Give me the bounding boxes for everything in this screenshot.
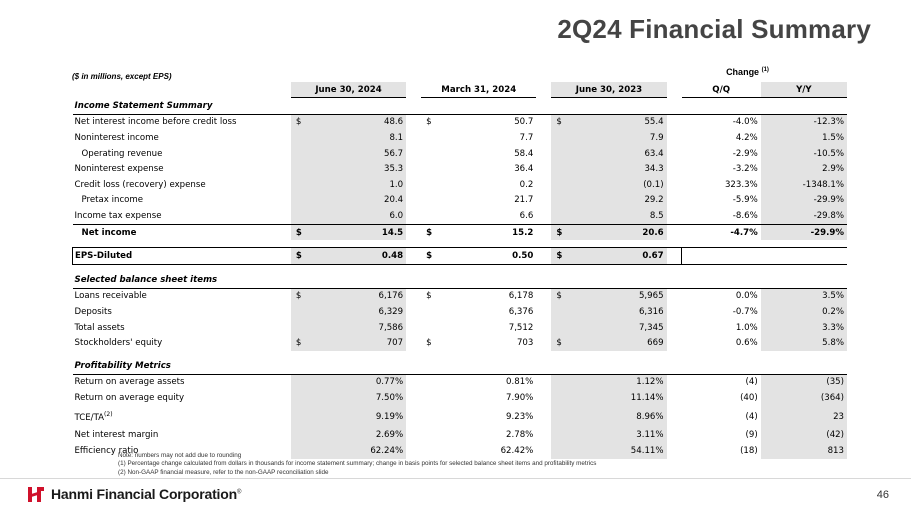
- currency-symbol: [421, 177, 438, 193]
- row-label-text: Noninterest income: [74, 132, 159, 143]
- currency-symbol: [421, 320, 438, 336]
- cell-value: 50.7: [514, 117, 534, 128]
- currency-symbol: [551, 177, 568, 193]
- spacer: [73, 240, 848, 248]
- table-row: [73, 335, 848, 351]
- row-label: [73, 248, 291, 265]
- column-gap: [406, 114, 421, 130]
- column-gap: [667, 406, 682, 428]
- cell-value: 3.11%: [568, 428, 666, 444]
- column-gap: [536, 114, 551, 130]
- column-gap: [406, 177, 421, 193]
- section-heading-row: [73, 358, 848, 374]
- footer-divider: [0, 478, 911, 479]
- currency-symbol: [421, 208, 438, 224]
- currency-symbol: [291, 374, 308, 390]
- column-gap: [406, 428, 421, 444]
- cell-value: 6,329: [308, 304, 406, 320]
- col-header-qq: Q/Q: [682, 82, 761, 98]
- currency-symbol: [421, 193, 438, 209]
- cell-value: 54.11%: [568, 443, 666, 459]
- currency-symbol: $: [421, 248, 438, 265]
- change-qq: (9): [745, 430, 758, 441]
- row-label: [73, 146, 291, 162]
- change-yy: 2.9%: [761, 161, 847, 177]
- footnote: (1) Percentage change calculated from dollars in thousands for income statement summary; change in basis points for selected balance sheet items and profitability metrics: [118, 460, 597, 468]
- row-label-text: Credit loss (recovery) expense: [74, 179, 206, 190]
- table-row: [73, 193, 848, 209]
- cell-value: 7.90%: [506, 392, 534, 403]
- currency-symbol: $: [291, 288, 308, 304]
- section-heading: Selected balance sheet items: [73, 272, 848, 288]
- cell-value: 6,316: [568, 304, 666, 320]
- currency-symbol: [291, 146, 308, 162]
- currency-symbol: [421, 130, 438, 146]
- column-gap: [406, 161, 421, 177]
- row-label-text: Operating revenue: [81, 148, 163, 159]
- cell-value: 56.7: [308, 146, 406, 162]
- cell-value: 58.4: [514, 148, 534, 159]
- currency-symbol: [291, 193, 308, 209]
- column-gap: [536, 335, 551, 351]
- cell-value: 62.24%: [308, 443, 406, 459]
- table-row: [73, 428, 848, 444]
- currency-symbol: [551, 320, 568, 336]
- currency-symbol: [291, 208, 308, 224]
- column-gap: [667, 443, 682, 459]
- cell-value: 48.6: [308, 114, 406, 130]
- change-qq: -4.0%: [732, 117, 758, 128]
- cell-value: 6,376: [508, 306, 534, 317]
- currency-symbol: $: [551, 335, 568, 351]
- cell-value: 1.0: [308, 177, 406, 193]
- currency-symbol: [551, 390, 568, 406]
- cell-value: 29.2: [568, 193, 666, 209]
- table-row: [73, 304, 848, 320]
- row-label: [73, 161, 291, 177]
- currency-symbol: [551, 374, 568, 390]
- currency-symbol: [291, 320, 308, 336]
- change-qq: (18): [740, 446, 758, 457]
- row-label: [73, 304, 291, 320]
- currency-symbol: [551, 406, 568, 428]
- cell-value: 15.2: [438, 224, 536, 240]
- column-gap: [667, 161, 682, 177]
- currency-symbol: $: [291, 335, 308, 351]
- col-header-jun-2023: June 30, 2023: [551, 82, 666, 98]
- change-yy: -1348.1%: [761, 177, 847, 193]
- column-gap: [536, 193, 551, 209]
- currency-symbol: [421, 304, 438, 320]
- column-header-row: [73, 82, 848, 98]
- column-gap: [536, 304, 551, 320]
- column-gap: [536, 130, 551, 146]
- spacer: [73, 351, 848, 358]
- column-gap: [667, 114, 682, 130]
- cell-value: 0.77%: [308, 374, 406, 390]
- change-qq: -8.6%: [732, 210, 758, 221]
- change-yy: (35): [761, 374, 847, 390]
- eps-row: [73, 248, 848, 265]
- column-gap: [667, 288, 682, 304]
- column-gap: [406, 146, 421, 162]
- currency-symbol: $: [291, 224, 308, 240]
- row-label-text: Noninterest expense: [74, 164, 164, 175]
- currency-symbol: $: [551, 248, 568, 265]
- cell-value: (0.1): [568, 177, 666, 193]
- row-label: [73, 130, 291, 146]
- row-label-text: Return on average equity: [74, 392, 185, 403]
- section-heading-row: [73, 272, 848, 288]
- row-label: [73, 177, 291, 193]
- footnote: (2) Non-GAAP financial measure, refer to the non-GAAP reconciliation slide: [118, 468, 329, 476]
- cell-value: 0.2: [519, 179, 534, 190]
- financial-summary-table: [72, 82, 847, 459]
- cell-value: 0.81%: [506, 377, 534, 388]
- column-gap: [406, 193, 421, 209]
- column-gap: [536, 208, 551, 224]
- table-row: [73, 224, 848, 240]
- row-label-text: Efficiency ratio: [74, 446, 139, 457]
- change-yy: 0.2%: [761, 304, 847, 320]
- column-gap: [667, 248, 682, 265]
- cell-value: 0.50: [438, 248, 536, 265]
- row-label-text: Net interest margin: [74, 430, 159, 441]
- column-gap: [667, 177, 682, 193]
- cell-value: 34.3: [568, 161, 666, 177]
- spacer-row: [73, 240, 848, 248]
- column-gap: [536, 146, 551, 162]
- row-label-text: Net interest income before credit loss: [74, 117, 237, 128]
- table-row: [73, 161, 848, 177]
- cell-value: 6,176: [308, 288, 406, 304]
- change-qq: -4.7%: [682, 224, 761, 240]
- currency-symbol: [421, 146, 438, 162]
- col-header-yy: Y/Y: [761, 82, 847, 98]
- cell-value: 9.19%: [308, 406, 406, 428]
- column-gap: [667, 335, 682, 351]
- change-yy: 23: [761, 406, 847, 428]
- column-gap: [667, 130, 682, 146]
- currency-symbol: [421, 374, 438, 390]
- change-yy: 813: [761, 443, 847, 459]
- page-title: 2Q24 Financial Summary: [557, 14, 871, 44]
- currency-symbol: $: [551, 224, 568, 240]
- cell-value: 0.48: [308, 248, 406, 265]
- cell-value: 7,586: [308, 320, 406, 336]
- row-label: [73, 193, 291, 209]
- currency-symbol: $: [426, 291, 432, 302]
- change-qq: 0.6%: [735, 338, 758, 349]
- column-gap: [667, 224, 682, 240]
- column-gap: [667, 193, 682, 209]
- column-gap: [406, 224, 421, 240]
- spacer: [73, 264, 848, 272]
- table-row: [73, 114, 848, 130]
- change-yy: -10.5%: [761, 146, 847, 162]
- row-label: [73, 320, 291, 336]
- column-gap: [536, 161, 551, 177]
- cell-value: 2.69%: [308, 428, 406, 444]
- table-row: [73, 130, 848, 146]
- cell-value: 5,965: [568, 288, 666, 304]
- currency-symbol: [291, 406, 308, 428]
- column-gap: [406, 335, 421, 351]
- currency-symbol: [421, 161, 438, 177]
- row-label-text: Net income: [81, 227, 137, 238]
- column-gap: [667, 374, 682, 390]
- cell-value: 6,178: [508, 291, 534, 302]
- table-row: [73, 390, 848, 406]
- column-gap: [667, 208, 682, 224]
- change-yy: (364): [761, 390, 847, 406]
- currency-symbol: [421, 428, 438, 444]
- cell-value: 62.42%: [500, 446, 534, 457]
- currency-symbol: [551, 304, 568, 320]
- change-qq: -5.9%: [732, 195, 758, 206]
- footnotes: [118, 452, 596, 477]
- spacer-row: [73, 351, 848, 358]
- change-qq: -2.9%: [732, 148, 758, 159]
- cell-value: 0.67: [568, 248, 666, 265]
- column-gap: [406, 288, 421, 304]
- table-row: [73, 288, 848, 304]
- currency-symbol: [291, 428, 308, 444]
- change-qq: -3.2%: [732, 164, 758, 175]
- column-gap: [536, 428, 551, 444]
- change-qq: 323.3%: [724, 179, 758, 190]
- row-label: [73, 390, 291, 406]
- currency-symbol: [551, 193, 568, 209]
- currency-symbol: [291, 177, 308, 193]
- change-yy: 3.3%: [761, 320, 847, 336]
- change-qq: 0.0%: [735, 291, 758, 302]
- change-header: Change $^{(1)}$: [726, 67, 769, 77]
- cell-value: 1.12%: [568, 374, 666, 390]
- company-logo: Hanmi Financial Corporation®: [27, 485, 241, 503]
- change-qq: (4): [745, 411, 758, 422]
- cell-value: 7.50%: [308, 390, 406, 406]
- change-qq: -0.7%: [732, 306, 758, 317]
- change-yy: 5.8%: [761, 335, 847, 351]
- cell-value: 8.5: [568, 208, 666, 224]
- row-label-text: Income tax expense: [74, 210, 162, 221]
- col-header-mar-2024: March 31, 2024: [421, 82, 536, 98]
- row-label: [73, 114, 291, 130]
- currency-symbol: $: [291, 114, 308, 130]
- change-yy: (42): [761, 428, 847, 444]
- cell-value: 21.7: [514, 195, 534, 206]
- cell-value: 707: [308, 335, 406, 351]
- footnote: Note: numbers may not add due to rounding: [118, 452, 242, 459]
- row-label-text: Stockholders' equity: [74, 338, 163, 349]
- column-gap: [406, 320, 421, 336]
- currency-symbol: $: [426, 338, 432, 349]
- change-yy: 1.5%: [761, 130, 847, 146]
- currency-symbol: [551, 208, 568, 224]
- section-heading: Profitability Metrics: [73, 358, 848, 374]
- cell-value: 2.78%: [506, 430, 534, 441]
- row-label-text: Total assets: [74, 322, 125, 333]
- column-gap: [536, 224, 551, 240]
- currency-symbol: $: [421, 224, 438, 240]
- cell-value: 11.14%: [568, 390, 666, 406]
- spacer-row: [73, 264, 848, 272]
- logo-text: Hanmi Financial Corporation: [51, 486, 237, 502]
- cell-value: 36.4: [514, 164, 534, 175]
- cell-value: 6.6: [519, 210, 534, 221]
- row-label: [73, 288, 291, 304]
- change-qq: (4): [745, 377, 758, 388]
- cell-value: 63.4: [568, 146, 666, 162]
- cell-value: 6.0: [308, 208, 406, 224]
- currency-symbol: [421, 390, 438, 406]
- change-qq: (40): [740, 392, 758, 403]
- column-gap: [406, 374, 421, 390]
- currency-symbol: [551, 428, 568, 444]
- cell-value: 20.4: [308, 193, 406, 209]
- column-gap: [667, 428, 682, 444]
- change-yy: 3.5%: [761, 288, 847, 304]
- cell-value: 9.23%: [506, 411, 534, 422]
- cell-value: 703: [516, 338, 534, 349]
- column-gap: [536, 374, 551, 390]
- change-yy: -29.8%: [761, 208, 847, 224]
- footnote-ref: (2): [104, 410, 113, 418]
- column-gap: [406, 390, 421, 406]
- cell-value: 14.5: [308, 224, 406, 240]
- change-qq: 4.2%: [735, 132, 758, 143]
- currency-symbol: [421, 406, 438, 428]
- column-gap: [536, 320, 551, 336]
- cell-value: 7,345: [568, 320, 666, 336]
- cell-value: 8.96%: [568, 406, 666, 428]
- column-gap: [406, 130, 421, 146]
- currency-symbol: $: [291, 248, 308, 265]
- row-label: [73, 406, 291, 428]
- page-number: 46: [876, 489, 889, 501]
- column-gap: [536, 288, 551, 304]
- row-label-text: Loans receivable: [74, 291, 147, 302]
- currency-symbol: [291, 130, 308, 146]
- cell-value: 8.1: [308, 130, 406, 146]
- cell-value: 7.7: [519, 132, 534, 143]
- currency-symbol: [551, 130, 568, 146]
- currency-symbol: [291, 304, 308, 320]
- table-row: [73, 177, 848, 193]
- column-gap: [667, 320, 682, 336]
- column-gap: [536, 406, 551, 428]
- column-gap: [667, 146, 682, 162]
- column-gap: [536, 390, 551, 406]
- currency-symbol: [551, 161, 568, 177]
- currency-symbol: [291, 161, 308, 177]
- row-label-text: TCE/TA: [74, 412, 105, 423]
- section-heading-row: [73, 98, 848, 115]
- column-gap: [406, 406, 421, 428]
- units-note: ($ in millions, except EPS): [72, 72, 172, 81]
- currency-symbol: $: [551, 114, 568, 130]
- section-heading: Income Statement Summary: [73, 98, 848, 115]
- empty-cell: [761, 248, 847, 265]
- currency-symbol: [551, 146, 568, 162]
- row-label-text: EPS-Diluted: [75, 251, 133, 262]
- row-label: [73, 224, 291, 240]
- cell-value: 55.4: [568, 114, 666, 130]
- row-label: [73, 374, 291, 390]
- currency-symbol: [291, 390, 308, 406]
- currency-symbol: $: [551, 288, 568, 304]
- cell-value: 669: [568, 335, 666, 351]
- column-gap: [406, 304, 421, 320]
- table-row: [73, 374, 848, 390]
- row-label: [73, 428, 291, 444]
- empty-cell: [682, 248, 761, 265]
- table-row: [73, 208, 848, 224]
- column-gap: [406, 208, 421, 224]
- row-label: [73, 208, 291, 224]
- column-gap: [667, 304, 682, 320]
- table-row: [73, 146, 848, 162]
- change-yy: -29.9%: [761, 193, 847, 209]
- column-gap: [667, 390, 682, 406]
- change-yy: -29.9%: [761, 224, 847, 240]
- row-label-text: Return on average assets: [74, 377, 185, 388]
- cell-value: 20.6: [568, 224, 666, 240]
- column-gap: [406, 248, 421, 265]
- row-label-text: Deposits: [74, 306, 112, 317]
- column-gap: [536, 177, 551, 193]
- row-label-text: Pretax income: [81, 195, 144, 206]
- cell-value: 7.9: [568, 130, 666, 146]
- change-qq: 1.0%: [735, 322, 758, 333]
- row-label: [73, 335, 291, 351]
- hanmi-logo-icon: [27, 485, 45, 503]
- cell-value: 7,512: [508, 322, 534, 333]
- table-row: [73, 406, 848, 428]
- cell-value: 35.3: [308, 161, 406, 177]
- table-row: [73, 320, 848, 336]
- change-yy: -12.3%: [761, 114, 847, 130]
- currency-symbol: $: [426, 117, 432, 128]
- col-header-jun-2024: June 30, 2024: [291, 82, 406, 98]
- column-gap: [536, 248, 551, 265]
